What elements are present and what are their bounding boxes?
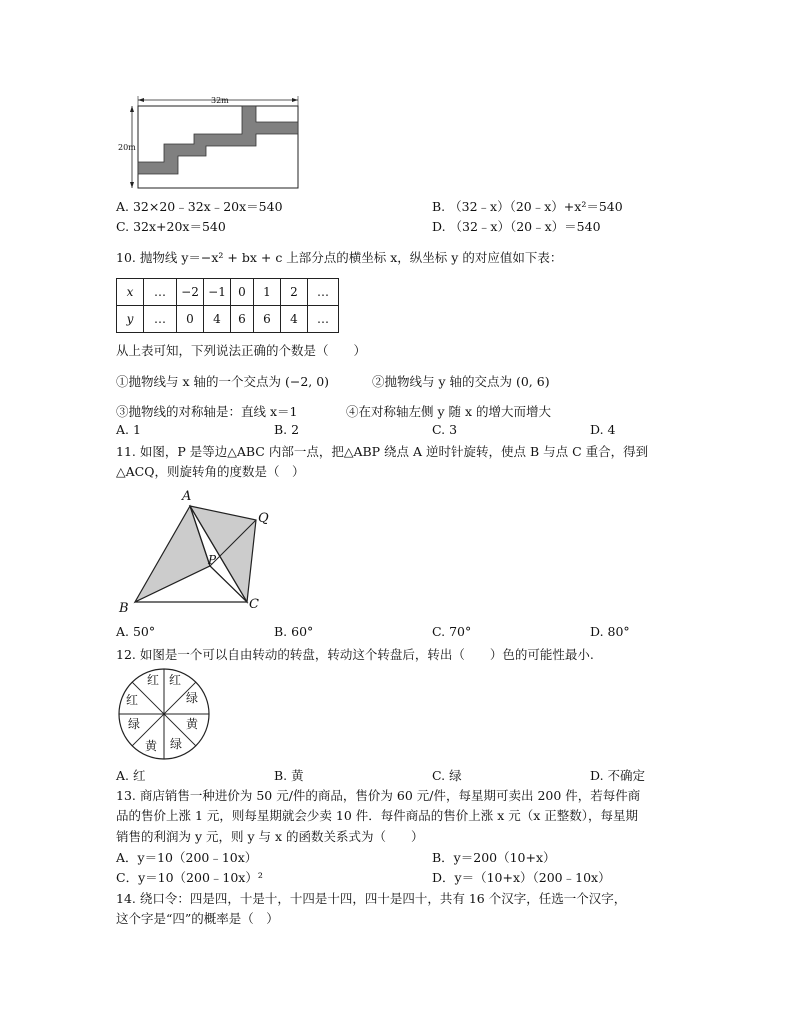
q9-field-rect (138, 106, 298, 188)
table-cell: … (144, 279, 177, 306)
q9-option-d: D. （32﹣x）（20﹣x）＝540 (432, 219, 601, 234)
q13-option-a: A．y＝10（200﹣10x） (116, 850, 258, 865)
q13-stem-line1: 13. 商店销售一种进价为 50 元/件的商品，售价为 60 元/件，每星期可卖出 200 件，若每件商 (116, 788, 641, 803)
q11-label-c: C (249, 597, 259, 612)
q9-height-label: 20m (118, 143, 136, 152)
table-cell: 1 (254, 279, 281, 306)
q10-question: 从上表可知，下列说法正确的个数是（ ） (116, 343, 367, 358)
q10-statement-1: ①抛物线与 x 轴的一个交点为 (−2, 0) (116, 374, 330, 389)
q10-value-table (116, 278, 339, 333)
q12-sector-label: 黄 (186, 717, 199, 731)
table-row (117, 306, 339, 333)
q10-option-d: D. 4 (590, 422, 616, 437)
q14-stem-line1: 14. 绕口令：四是四，十是十，十四是十四，四十是四十，共有 16 个汉字，任选一个汉字， (116, 891, 627, 906)
q9-option-a: A. 32×20﹣32x﹣20x＝540 (116, 199, 283, 214)
q12-option-d: D. 不确定 (590, 768, 646, 783)
q11-stem-line1: 11. 如图，P 是等边△ABC 内部一点，把△ABP 绕点 A 逆时针旋转，使点 B 与点 C 重合，得到 (116, 444, 649, 459)
table-cell: … (144, 306, 177, 333)
q12-option-c: C. 绿 (432, 768, 462, 783)
table-cell: … (308, 279, 339, 306)
q10-option-b: B. 2 (274, 422, 300, 437)
table-cell: −2 (177, 279, 204, 306)
q11-option-c: C. 70° (432, 624, 472, 639)
q11-option-a: A. 50° (116, 624, 156, 639)
table-cell: 4 (204, 306, 231, 333)
q12-option-b: B. 黄 (274, 768, 304, 783)
q10-statement-2: ②抛物线与 y 轴的交点为 (0, 6) (372, 374, 550, 389)
q10-stem: 10. 抛物线 y＝−x² + bx + c 上部分点的横坐标 x，纵坐标 y 的对应值如下表： (116, 250, 563, 265)
table-cell: 2 (281, 279, 308, 306)
table-cell: 6 (254, 306, 281, 333)
q12-sector-label: 黄 (145, 739, 158, 753)
table-cell: −1 (204, 279, 231, 306)
q10-option-a: A. 1 (116, 422, 141, 437)
q14-stem-line2: 这个字是“四”的概率是（ ） (116, 911, 279, 926)
q11-label-p: P (208, 553, 217, 567)
q12-sector-label: 红 (147, 673, 160, 687)
q11-label-b: B (119, 601, 129, 616)
q9-option-b: B. （32﹣x）（20﹣x）+x²＝540 (432, 199, 623, 214)
q13-option-b: B．y＝200（10+x） (432, 850, 556, 865)
table-cell: y (117, 306, 144, 333)
table-row (117, 279, 339, 306)
q11-option-d: D. 80° (590, 624, 630, 639)
q11-option-b: B. 60° (274, 624, 314, 639)
table-cell: … (308, 306, 339, 333)
q12-stem: 12. 如图是一个可以自由转动的转盘，转动这个转盘后，转出（ ）色的可能性最小. (116, 647, 594, 662)
q11-label-a: A (182, 489, 192, 504)
table-cell: 0 (177, 306, 204, 333)
q11-figure (112, 484, 282, 616)
q10-statement-3: ③抛物线的对称轴是：直线 x＝1 (116, 404, 298, 419)
q13-option-c: C．y＝10（200﹣10x）² (116, 870, 263, 885)
table-cell: 4 (281, 306, 308, 333)
table-cell: x (117, 279, 144, 306)
q13-stem-line2: 品的售价上涨 1 元，则每星期就会少卖 10 件．每件商品的售价上涨 x 元（x 正整数），每星期 (116, 808, 639, 823)
q12-option-a: A. 红 (116, 768, 146, 783)
q9-width-label: 32m (211, 96, 229, 105)
q12-sector-label: 红 (126, 693, 139, 707)
q9-figure (116, 94, 306, 194)
q12-sector-label: 红 (169, 673, 182, 687)
table-cell: 0 (231, 279, 254, 306)
q10-statement-4: ④在对称轴左侧 y 随 x 的增大而增大 (346, 404, 552, 419)
q12-sector-label: 绿 (170, 737, 183, 751)
table-cell: 6 (231, 306, 254, 333)
q9-option-c: C. 32x+20x＝540 (116, 219, 226, 234)
q12-sector-label: 绿 (128, 717, 141, 731)
q11-label-q: Q (258, 511, 269, 526)
q12-spinner (116, 666, 212, 762)
q13-stem-line3: 销售的利润为 y 元，则 y 与 x 的函数关系式为（ ） (116, 829, 424, 844)
q11-stem-line2: △ACQ，则旋转角的度数是（ ） (116, 464, 305, 479)
q10-option-c: C. 3 (432, 422, 458, 437)
q13-option-d: D．y＝（10+x）（200﹣10x） (432, 870, 611, 885)
q12-sector-label: 绿 (186, 691, 199, 705)
